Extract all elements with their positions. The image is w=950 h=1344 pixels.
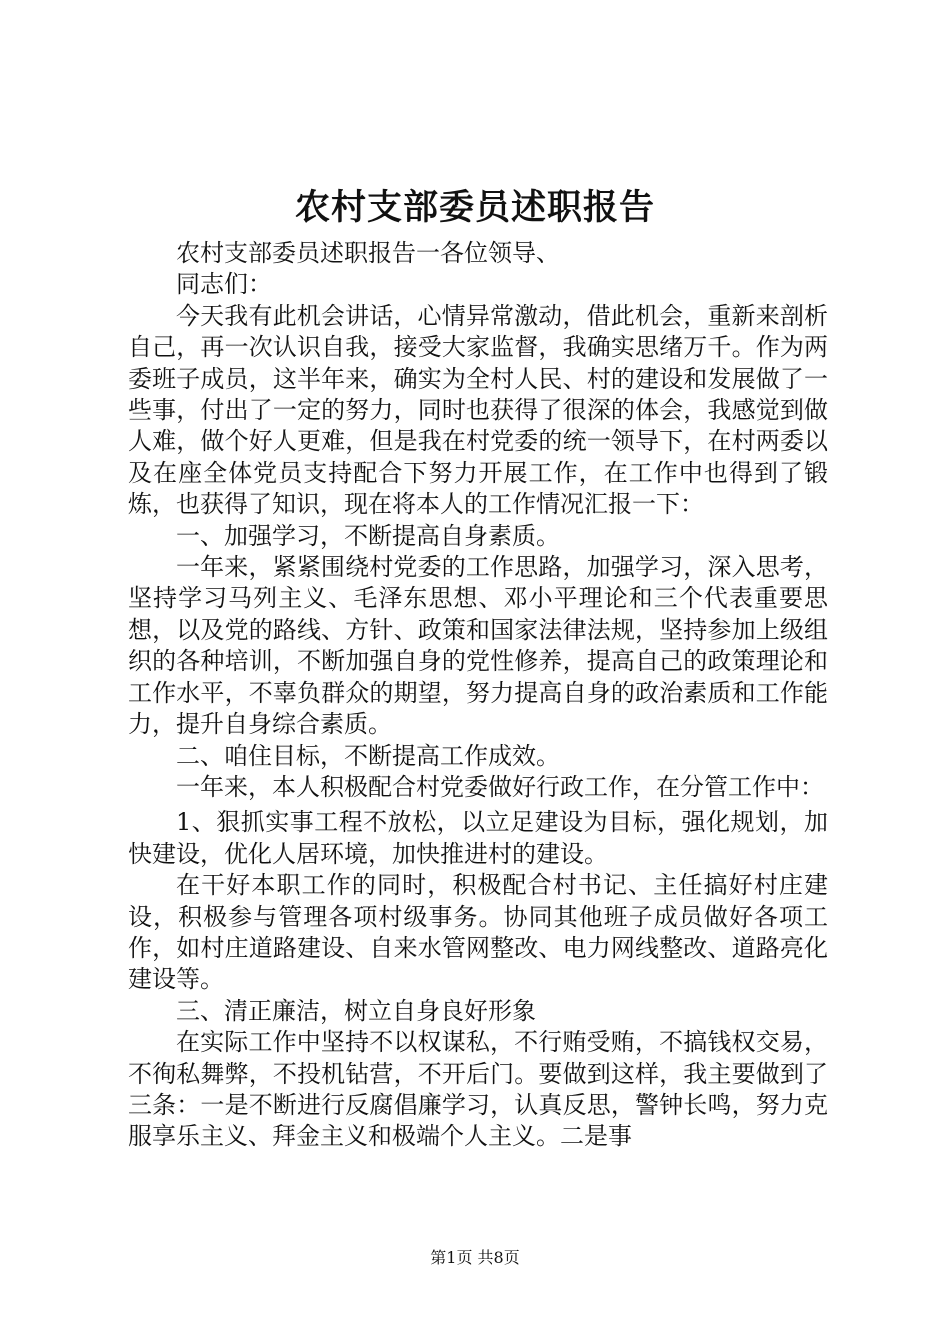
paragraph: 在实际工作中坚持不以权谋私，不行贿受贿，不搞钱权交易，不徇私舞弊，不投机钻营，不开后门。要做到这样，我主要做到了三条：一是不断进行反腐倡廉学习，认真反思，警钟长鸣，努力克服享乐主义、拜金主义和极端个人主义。二是事 <box>128 1028 828 1151</box>
section-heading: 三、清正廉洁，树立自身良好形象 <box>176 996 536 1025</box>
section-heading: 一、加强学习，不断提高自身素质。 <box>176 521 560 550</box>
page-footer: 第1页 共8页 <box>430 1248 520 1267</box>
document-body <box>128 238 828 1153</box>
paragraph: 农村支部委员述职报告一各位领导、 <box>176 239 560 267</box>
paragraph: 一年来，紧紧围绕村党委的工作思路，加强学习，深入思考，坚持学习马列主义、毛泽东思想、邓小平理论和三个代表重要思想，以及党的路线、方针、政策和国家法律法规，坚持参加上级组织的各种培训，不断加强自身的党性修养，提高自己的政策理论和工作水平，不辜负群众的期望，努力提高自身的政治素质和工作能力，提升自身综合素质。 <box>128 553 828 739</box>
document-title: 农村支部委员述职报告 <box>294 187 655 228</box>
paragraph: 今天我有此机会讲话，心情异常激动，借此机会，重新来剖析自己，再一次认识自我，接受大家监督，我确实思绪万千。作为两委班子成员，这半年来，确实为全村人民、村的建设和发展做了一些事，付出了一定的努力，同时也获得了很深的体会，我感觉到做人难，做个好人更难，但是我在村党委的统一领导下，在村两委以及在座全体党员支持配合下努力开展工作，在工作中也得到了锻炼，也获得了知识，现在将本人的工作情况汇报一下： <box>128 301 828 519</box>
list-item: 1、狠抓实事工程不放松，以立足建设为目标，强化规划，加快建设，优化人居环境，加快推进村的建设。 <box>128 808 828 868</box>
paragraph: 在干好本职工作的同时，积极配合村书记、主任搞好村庄建设，积极参与管理各项村级事务。协同其他班子成员做好各项工作，如村庄道路建设、自来水管网整改、电力网线整改、道路亮化建设等。 <box>128 871 828 994</box>
paragraph: 同志们： <box>176 270 272 299</box>
section-heading: 二、咱住目标，不断提高工作成效。 <box>176 741 560 770</box>
paragraph: 一年来，本人积极配合村党委做好行政工作，在分管工作中： <box>176 772 824 801</box>
